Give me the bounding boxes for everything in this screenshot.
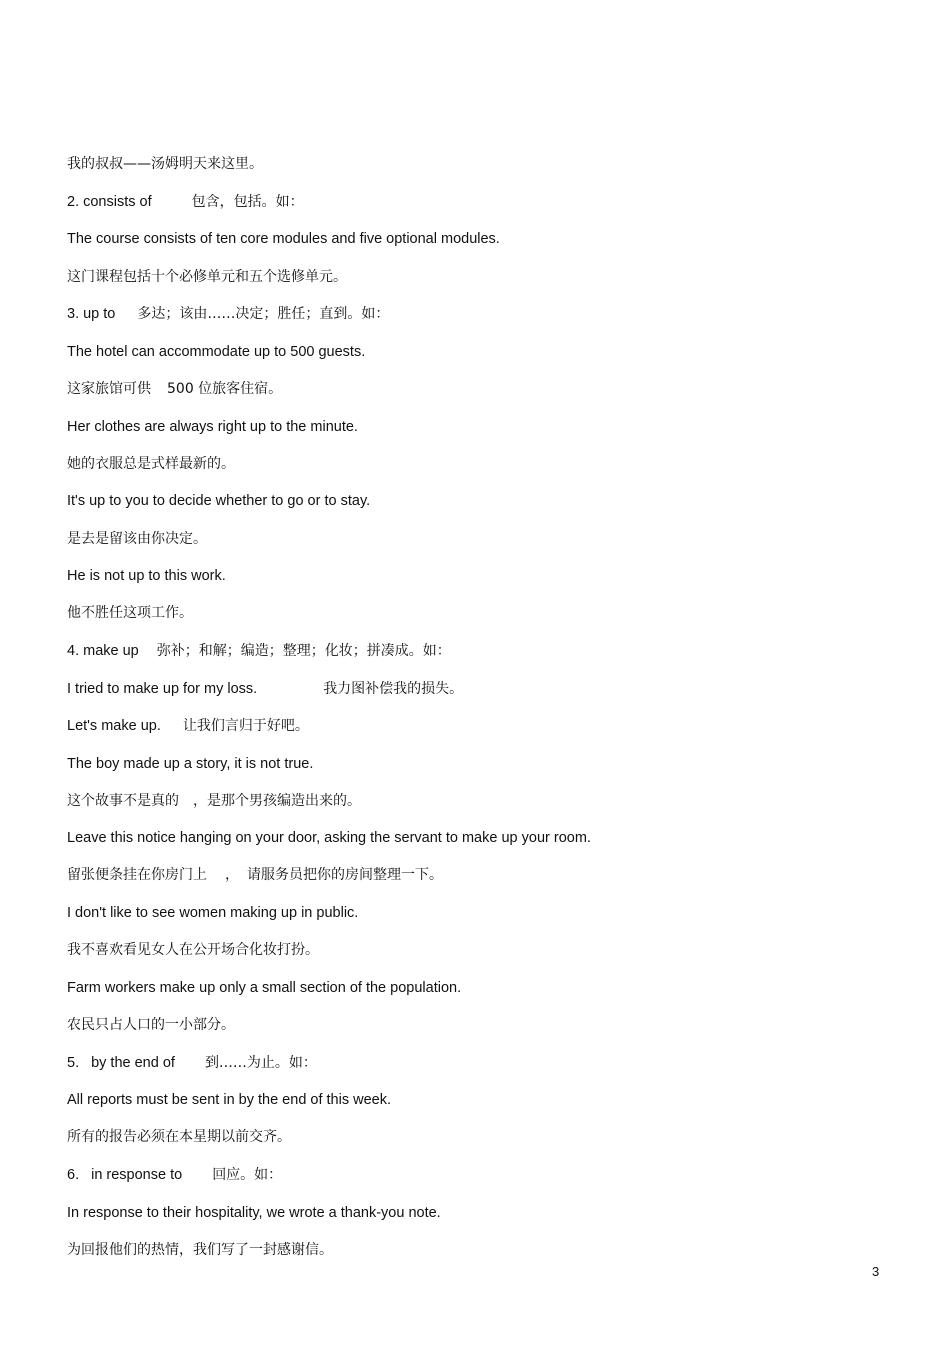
phrase-heading: 3. up to 多达；该由……决定；胜任；直到。如： — [67, 306, 390, 322]
text-line: 我的叔叔——汤姆明天来这里。 — [67, 156, 263, 172]
example-sentence: I don't like to see women making up in public. — [67, 905, 359, 921]
example-sentence: Her clothes are always right up to the minute. — [67, 419, 358, 435]
translation-line: 是去是留该由你决定。 — [67, 531, 207, 547]
phrase-heading: 4. make up 弥补；和解；编造；整理；化妆；拼凑成。如： — [67, 643, 451, 659]
example-sentence: All reports must be sent in by the end of this week. — [67, 1092, 391, 1108]
example-sentence: Leave this notice hanging on your door, asking the servant to make up your room. — [67, 830, 591, 846]
page-number: 3 — [872, 1264, 880, 1279]
translation-line: 留张便条挂在你房门上 ， 请服务员把你的房间整理一下。 — [67, 867, 443, 883]
translation-line: 所有的报告必须在本星期以前交齐。 — [67, 1129, 291, 1145]
translation-line: 为回报他们的热情，我们写了一封感谢信。 — [67, 1242, 333, 1258]
example-sentence: The hotel can accommodate up to 500 guests. — [67, 344, 366, 360]
example-sentence: The boy made up a story, it is not true. — [67, 756, 314, 772]
phrase-heading: 2. consists of 包含，包括。如： — [67, 194, 304, 210]
example-sentence: Let's make up. 让我们言归于好吧。 — [67, 718, 309, 734]
example-sentence: In response to their hospitality, we wrote a thank-you note. — [67, 1205, 441, 1221]
translation-line: 我不喜欢看见女人在公开场合化妆打扮。 — [67, 942, 319, 958]
example-sentence: The course consists of ten core modules and five optional modules. — [67, 231, 500, 247]
example-sentence: It's up to you to decide whether to go or to stay. — [67, 493, 371, 509]
phrase-heading: 5. by the end of 到……为止。如： — [67, 1055, 317, 1071]
example-sentence: He is not up to this work. — [67, 568, 226, 584]
translation-line: 他不胜任这项工作。 — [67, 605, 193, 621]
translation-line: 这个故事不是真的 ，是那个男孩编造出来的。 — [67, 793, 361, 809]
example-sentence: Farm workers make up only a small section of the population. — [67, 980, 462, 996]
translation-line: 她的衣服总是式样最新的。 — [67, 456, 235, 472]
translation-line: 这家旅馆可供 500 位旅客住宿。 — [67, 381, 283, 397]
example-sentence: I tried to make up for my loss. 我力图补偿我的损失。 — [67, 681, 464, 697]
translation-line: 这门课程包括十个必修单元和五个选修单元。 — [67, 269, 347, 285]
translation-line: 农民只占人口的一小部分。 — [67, 1017, 235, 1033]
phrase-heading: 6. in response to 回应。如： — [67, 1167, 283, 1183]
